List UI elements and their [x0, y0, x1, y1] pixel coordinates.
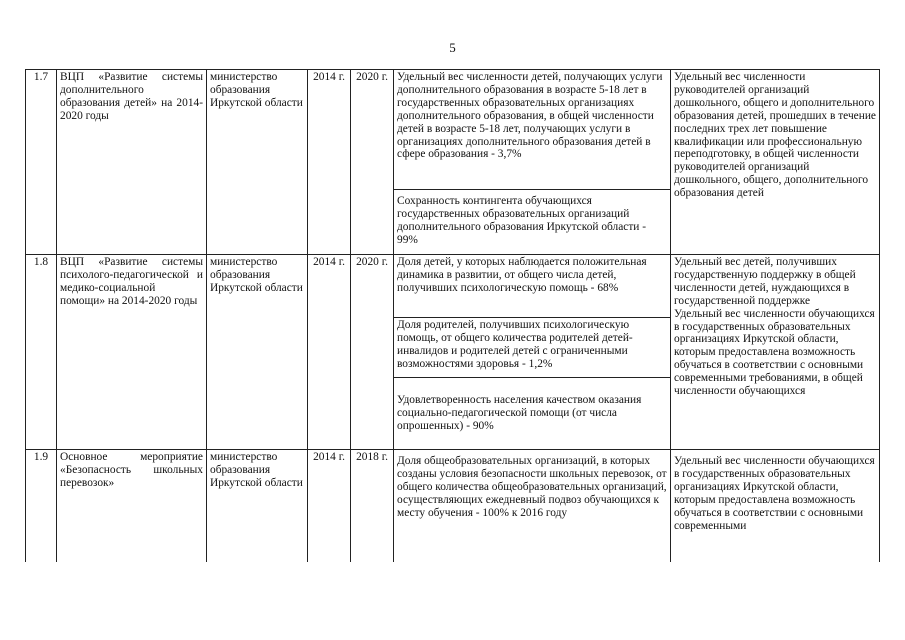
result-cell: Удельный вес детей, получивших государственную поддержку в общей численности детей, нуждающихся в государственной поддержке Удельный вес численности обучающихся в государственных образовательных организациях Иркутской области, которым предоставлена возможность обучаться в соответствии с основными современными требованиями, в общей численности обучающихся — [671, 255, 880, 450]
executor: министерство образования Иркутской области — [207, 450, 308, 562]
page-number: 5 — [449, 40, 456, 55]
program-name: ВЦП «Развитие системы психолого-педагогической и медико-социальной помощи» на 2014-2020 годы — [57, 255, 207, 450]
start-year: 2014 г. — [308, 450, 351, 562]
row-number: 1.8 — [26, 255, 57, 450]
executor: министерство образования Иркутской области — [207, 255, 308, 450]
end-year: 2018 г. — [351, 450, 394, 562]
program-name: ВЦП «Развитие системы дополнительного образования детей» на 2014-2020 годы — [57, 70, 207, 255]
table-row — [26, 255, 880, 318]
indicator-cell: Удельный вес численности детей, получающих услуги дополнительного образования в возрасте 5-18 лет в государственных образовательных организациях дополнительного образования, в общей численности детей в возрасте 5-18 лет, получающих услуги в организациях дополнительного образования детей в сфере образования - 3,7% — [394, 70, 671, 190]
table-row — [26, 70, 880, 190]
indicator-cell: Доля детей, у которых наблюдается положительная динамика в развитии, от общего числа детей, получивших психологическую помощь - 68% — [394, 255, 671, 318]
indicator-cell: Сохранность контингента обучающихся государственных образовательных организаций дополнительного образования Иркутской области - 99% — [394, 190, 671, 255]
indicator-cell: Доля родителей, получивших психологическую помощь, от общего количества родителей детей-инвалидов и родителей детей с ограниченными возможностями здоровья - 1,2% — [394, 318, 671, 378]
end-year: 2020 г. — [351, 255, 394, 450]
result-cell: Удельный вес численности руководителей организаций дошкольного, общего и дополнительного образования детей, прошедших в течение последних трех лет повышение квалификации или профессиональную переподготовку, в общей численности руководителей организаций дошкольного, общего, дополнительного образования детей — [671, 70, 880, 255]
result-cell: Удельный вес численности обучающихся в государственных образовательных организациях Иркутской области, которым предоставлена возможность обучаться в соответствии с основными современными — [671, 450, 880, 562]
indicator-cell: Доля общеобразовательных организаций, в которых созданы условия безопасности школьных перевозок, от общего количества общеобразовательных организаций, осуществляющих ежедневный подвоз обучающихся к месту обучения - 100% к 2016 году — [394, 450, 671, 562]
program-table — [25, 69, 880, 562]
table-row — [26, 450, 880, 562]
indicator-cell: Удовлетворенность населения качеством оказания социально-педагогической помощи (от числа опрошенных) - 90% — [394, 378, 671, 450]
row-number: 1.7 — [26, 70, 57, 255]
executor: министерство образования Иркутской области — [207, 70, 308, 255]
program-name: Основное мероприятие «Безопасность школьных перевозок» — [57, 450, 207, 562]
end-year: 2020 г. — [351, 70, 394, 255]
start-year: 2014 г. — [308, 70, 351, 255]
start-year: 2014 г. — [308, 255, 351, 450]
row-number: 1.9 — [26, 450, 57, 562]
